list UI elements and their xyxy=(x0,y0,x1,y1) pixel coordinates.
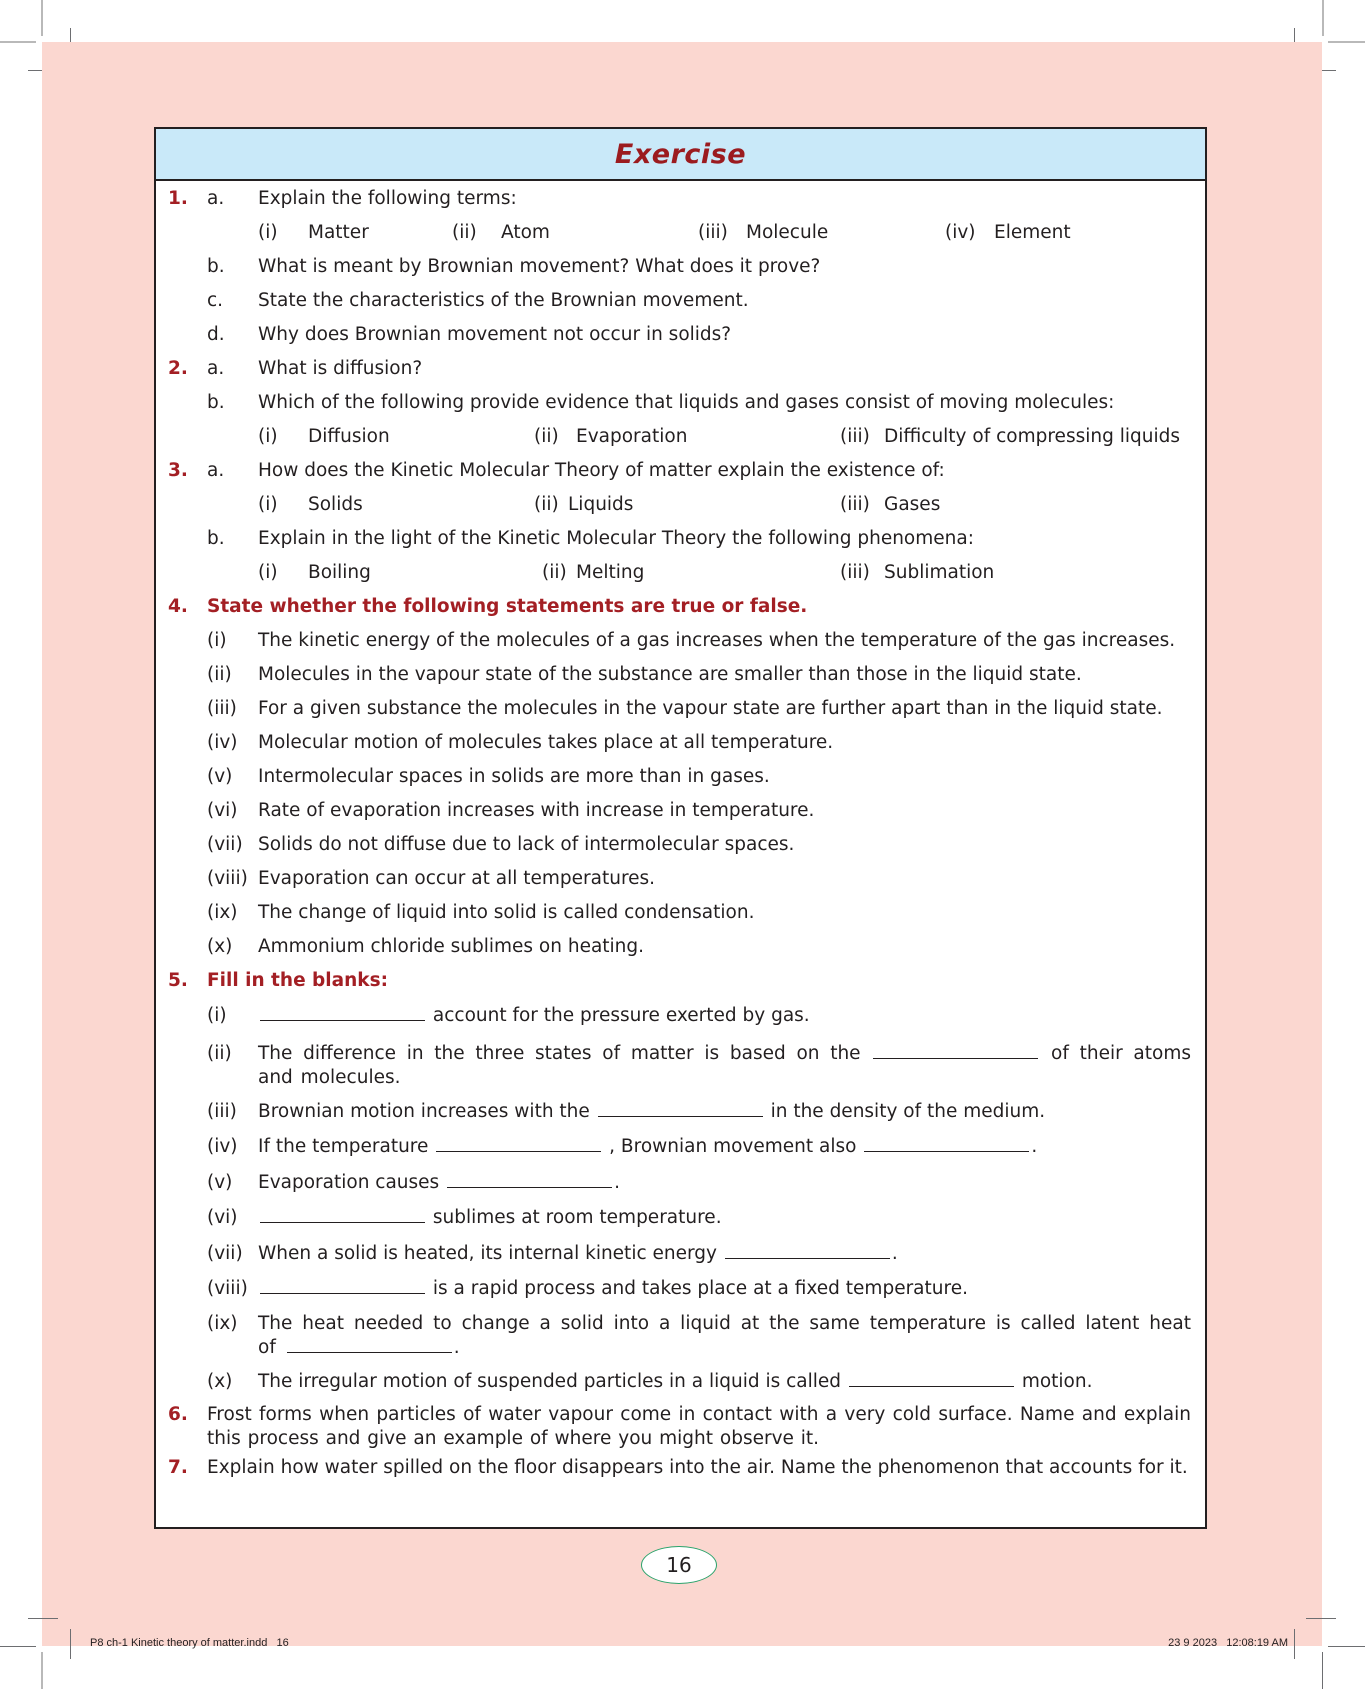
option-label: (i) xyxy=(258,426,278,447)
crop-mark xyxy=(1322,0,1324,36)
question-text: How does the Kinetic Molecular Theory of matter explain the existence of: xyxy=(258,460,945,481)
item-text: For a given substance the molecules in the vapour state are further apart than in the liquid state. xyxy=(258,698,1163,719)
question-text: Explain the following terms: xyxy=(258,188,517,209)
option-label: (iii) xyxy=(840,562,870,583)
sub-letter: a. xyxy=(207,188,225,209)
crop-mark xyxy=(41,0,43,36)
item-text: The change of liquid into solid is called condensation. xyxy=(258,902,755,923)
exercise-title: Exercise xyxy=(614,138,747,170)
option-label: (iii) xyxy=(840,426,870,447)
question-number: 2. xyxy=(168,358,188,379)
blank-input[interactable] xyxy=(873,1044,1038,1059)
option-label: (i) xyxy=(258,562,278,583)
item-text: Ammonium chloride sublimes on heating. xyxy=(258,936,645,957)
blank-input[interactable] xyxy=(260,1006,425,1021)
exercise-header xyxy=(156,129,1205,181)
item-text: Molecules in the vapour state of the substance are smaller than those in the liquid state. xyxy=(258,664,1082,685)
question-number: 3. xyxy=(168,460,188,481)
option-text: Solids xyxy=(308,494,363,515)
slug-timestamp: 23 9 2023 12:08:19 AM xyxy=(1168,1637,1288,1649)
section-heading: Fill in the blanks: xyxy=(207,970,389,991)
item-label: (viii) xyxy=(207,1278,248,1299)
item-text: The irregular motion of suspended particles in a liquid is called motion. xyxy=(258,1371,1093,1392)
item-label: (vi) xyxy=(207,1207,238,1228)
sub-letter: a. xyxy=(207,358,225,379)
question-number: 7. xyxy=(168,1457,188,1478)
option-label: (ii) xyxy=(534,426,559,447)
option-text: Atom xyxy=(501,222,550,243)
item-label: (vii) xyxy=(207,834,243,855)
option-text: Difficulty of compressing liquids xyxy=(884,426,1180,447)
blank-input[interactable] xyxy=(849,1372,1014,1387)
blank-input[interactable] xyxy=(725,1244,890,1259)
question-text: State the characteristics of the Brownian movement. xyxy=(258,290,749,311)
question-text: Explain how water spilled on the floor disappears into the air. Name the phenomenon that accounts for it. xyxy=(207,1457,1188,1478)
item-label: (v) xyxy=(207,1172,233,1193)
item-text: Brownian motion increases with the in the density of the medium. xyxy=(258,1101,1046,1122)
item-label: (ii) xyxy=(207,1043,232,1064)
item-text: Intermolecular spaces in solids are more than in gases. xyxy=(258,766,770,787)
item-label: (i) xyxy=(207,1005,227,1026)
crop-mark xyxy=(0,41,36,43)
question-number: 1. xyxy=(168,188,188,209)
option-text: Molecule xyxy=(746,222,829,243)
option-label: (iv) xyxy=(945,222,976,243)
option-text: Diffusion xyxy=(308,426,390,447)
option-label: (i) xyxy=(258,494,278,515)
question-text: What is meant by Brownian movement? What does it prove? xyxy=(258,256,821,277)
option-label: (ii) xyxy=(534,494,559,515)
option-label: (ii) xyxy=(452,222,477,243)
item-text: is a rapid process and takes place at a fixed temperature. xyxy=(258,1277,968,1301)
sub-letter: a. xyxy=(207,460,225,481)
question-text: Frost forms when particles of water vapour come in contact with a very cold surface. Name and explain this process and give an example of where you might observe it. xyxy=(207,1404,1191,1449)
item-label: (iv) xyxy=(207,1136,238,1157)
option-label: (ii) xyxy=(542,562,567,583)
blank-input[interactable] xyxy=(436,1137,601,1152)
sub-letter: c. xyxy=(207,290,224,311)
item-text: account for the pressure exerted by gas. xyxy=(258,1004,810,1028)
crop-mark xyxy=(1306,1618,1336,1619)
item-text: Molecular motion of molecules takes place at all temperature. xyxy=(258,732,834,753)
crop-mark xyxy=(41,1652,43,1689)
section-heading: State whether the following statements are true or false. xyxy=(207,596,808,617)
sub-letter: d. xyxy=(207,324,225,345)
crop-mark xyxy=(1294,1629,1295,1659)
item-label: (v) xyxy=(207,766,233,787)
crop-mark xyxy=(0,1646,36,1647)
item-text: The difference in the three states of matter is based on the of their atoms and molecules. xyxy=(258,1043,1191,1088)
item-label: (iv) xyxy=(207,732,238,753)
item-text: If the temperature , Brownian movement also . xyxy=(258,1136,1038,1157)
sub-letter: b. xyxy=(207,256,225,277)
exercise-box xyxy=(154,127,1207,1529)
question-number: 5. xyxy=(168,970,188,991)
question-text: What is diffusion? xyxy=(258,358,423,379)
blank-input[interactable] xyxy=(287,1338,452,1353)
page-number: 16 xyxy=(641,1546,717,1584)
item-label: (ii) xyxy=(207,664,232,685)
item-text: Rate of evaporation increases with increase in temperature. xyxy=(258,800,815,821)
crop-mark xyxy=(28,1618,58,1619)
option-label: (iii) xyxy=(698,222,728,243)
crop-mark xyxy=(1328,41,1365,43)
question-text: Which of the following provide evidence that liquids and gases consist of moving molecules: xyxy=(258,392,1115,413)
option-label: (iii) xyxy=(840,494,870,515)
item-label: (ix) xyxy=(207,1313,238,1334)
item-label: (i) xyxy=(207,630,227,651)
crop-mark xyxy=(1328,1646,1365,1647)
item-label: (vii) xyxy=(207,1243,243,1264)
item-text: Evaporation can occur at all temperatures. xyxy=(258,868,656,889)
option-text: Element xyxy=(994,222,1071,243)
item-label: (x) xyxy=(207,936,233,957)
crop-mark xyxy=(70,1629,71,1659)
option-label: (i) xyxy=(258,222,278,243)
item-label: (ix) xyxy=(207,902,238,923)
item-label: (iii) xyxy=(207,698,237,719)
option-text: Melting xyxy=(576,562,645,583)
item-text: Evaporation causes . xyxy=(258,1172,620,1193)
option-text: Sublimation xyxy=(884,562,995,583)
item-text: Solids do not diffuse due to lack of intermolecular spaces. xyxy=(258,834,795,855)
option-text: Evaporation xyxy=(576,426,688,447)
option-text: Gases xyxy=(884,494,941,515)
slug-filename: P8 ch-1 Kinetic theory of matter.indd 16 xyxy=(90,1637,289,1649)
option-text: Boiling xyxy=(308,562,371,583)
option-text: Liquids xyxy=(568,494,634,515)
item-text: sublimes at room temperature. xyxy=(258,1206,722,1230)
question-text: Why does Brownian movement not occur in solids? xyxy=(258,324,732,345)
item-text: The heat needed to change a solid into a liquid at the same temperature is called latent heat of . xyxy=(258,1313,1191,1358)
item-label: (vi) xyxy=(207,800,238,821)
option-text: Matter xyxy=(308,222,369,243)
blank-input[interactable] xyxy=(447,1173,612,1188)
sub-letter: b. xyxy=(207,392,225,413)
question-text: Explain in the light of the Kinetic Molecular Theory the following phenomena: xyxy=(258,528,974,549)
item-label: (x) xyxy=(207,1371,233,1392)
question-number: 4. xyxy=(168,596,188,617)
crop-mark xyxy=(1322,1652,1323,1689)
item-text: When a solid is heated, its internal kinetic energy . xyxy=(258,1243,898,1264)
item-text: The kinetic energy of the molecules of a gas increases when the temperature of the gas increases. xyxy=(258,630,1176,651)
item-label: (viii) xyxy=(207,868,248,889)
blank-input[interactable] xyxy=(864,1137,1029,1152)
sub-letter: b. xyxy=(207,528,225,549)
question-number: 6. xyxy=(168,1404,188,1425)
blank-input[interactable] xyxy=(598,1102,763,1117)
blank-input[interactable] xyxy=(260,1208,425,1223)
blank-input[interactable] xyxy=(260,1279,425,1294)
item-label: (iii) xyxy=(207,1101,237,1122)
